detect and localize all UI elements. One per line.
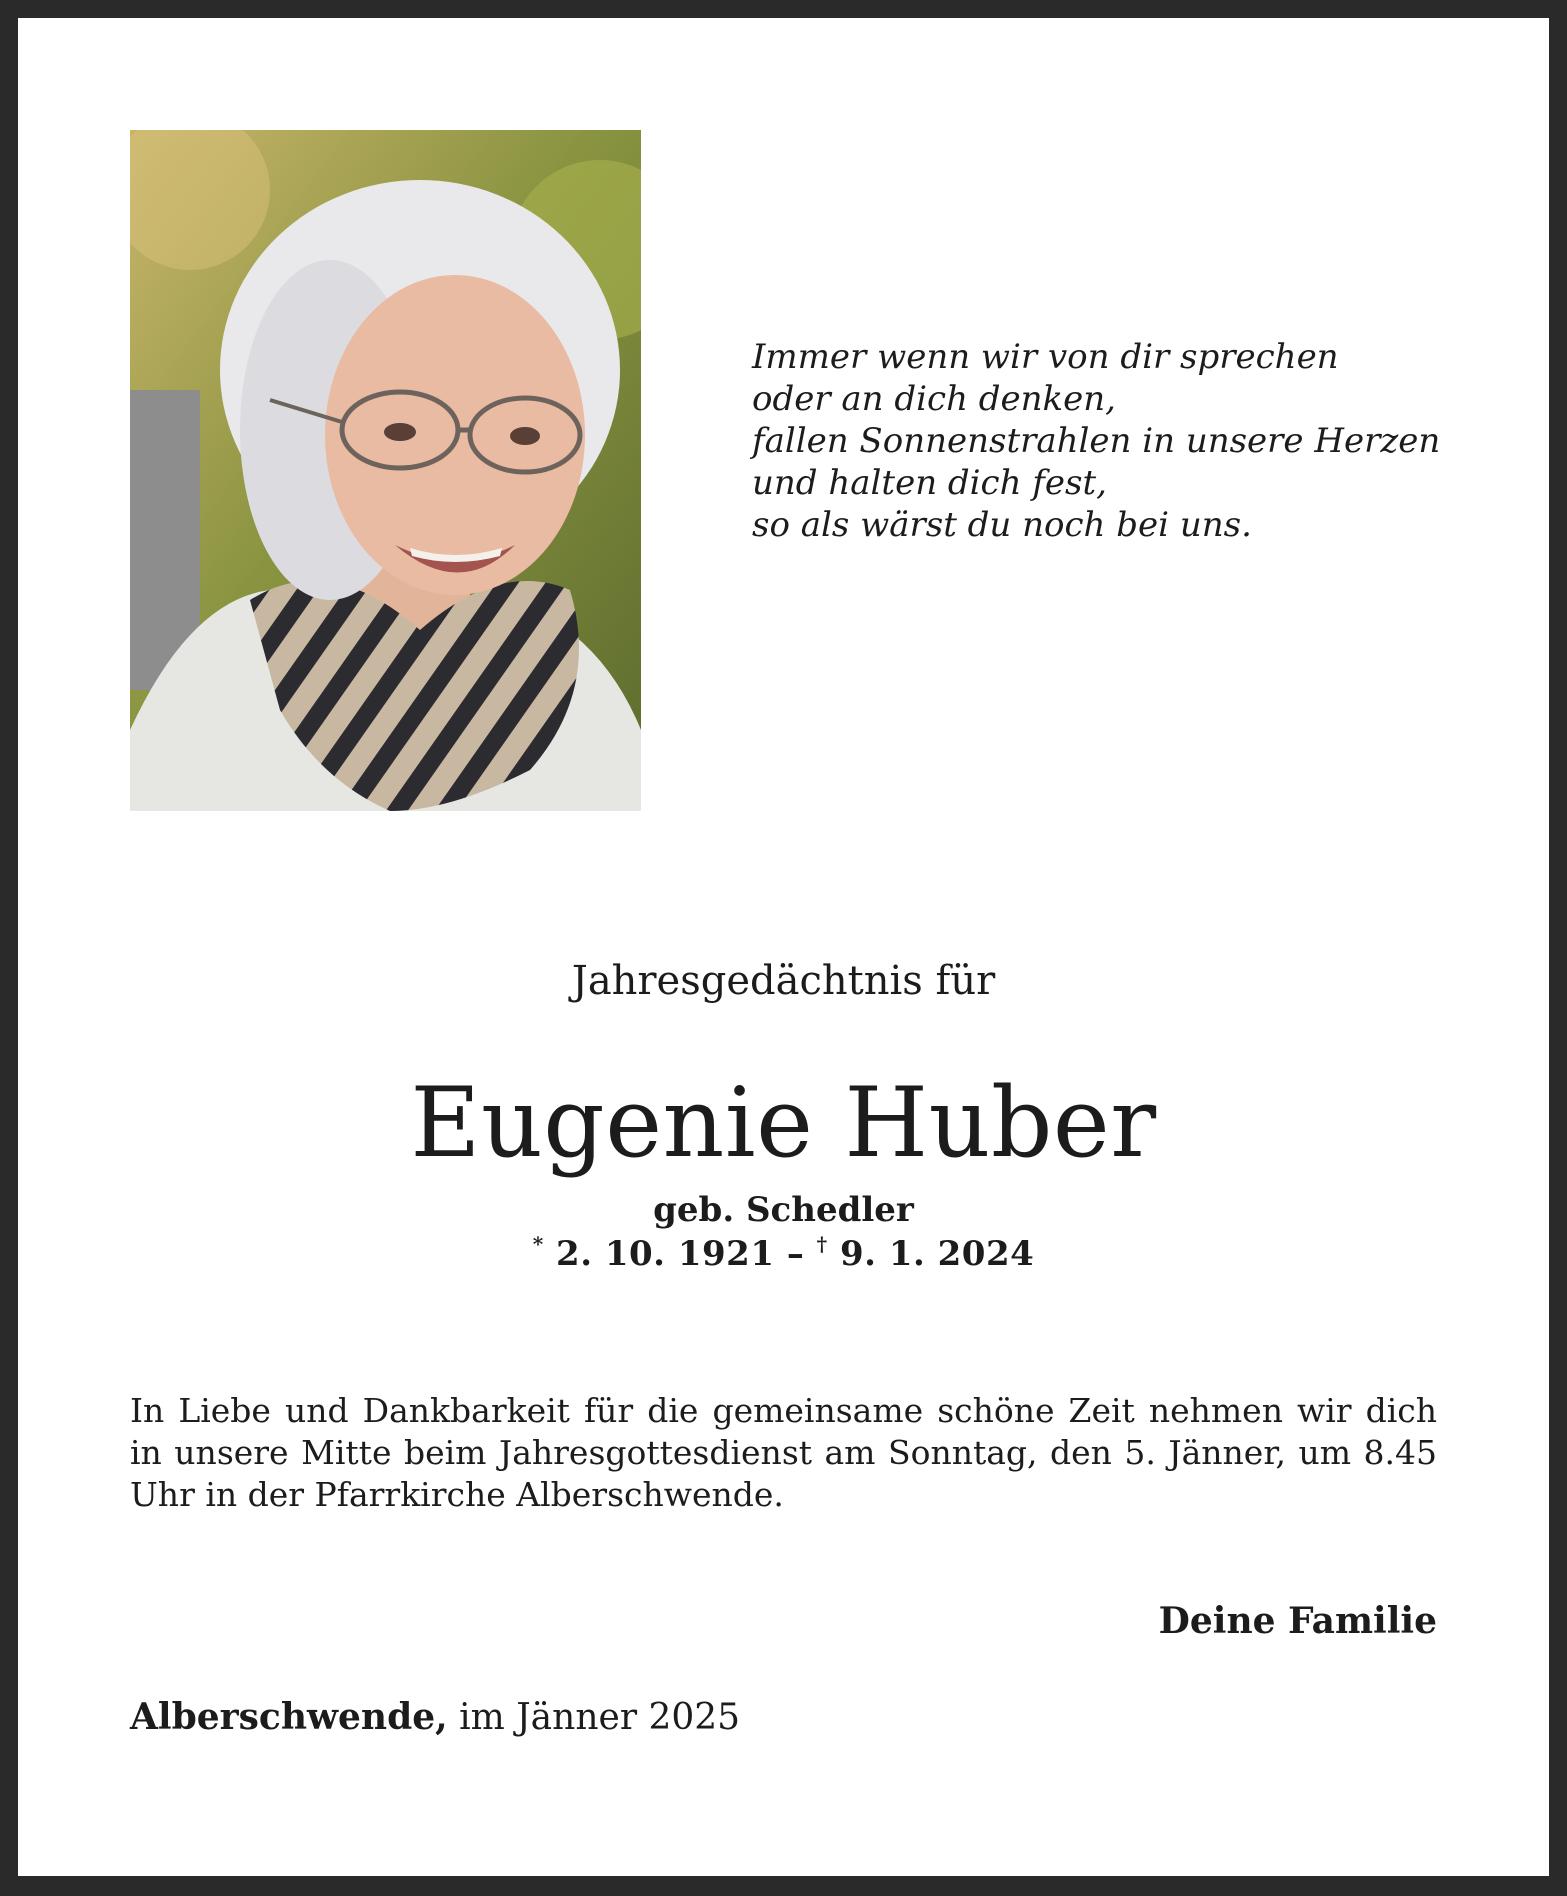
death-symbol: † [816, 1232, 828, 1256]
notice-date: im Jänner 2025 [459, 1697, 741, 1738]
birth-symbol: * [532, 1232, 544, 1256]
memorial-intro: Jahresgedächtnis für [571, 958, 996, 1004]
poem-line: oder an dich denken, [752, 379, 1116, 419]
poem-line: und halten dich fest, [752, 463, 1107, 503]
birth-date: 2. 10. 1921 [556, 1234, 775, 1274]
poem-line: fallen Sonnenstrahlen in unsere Herzen [752, 421, 1441, 461]
date-separator: – [786, 1234, 805, 1274]
memorial-poem [752, 336, 1440, 546]
memorial-message: In Liebe und Dankbarkeit für die gemeinsame schöne Zeit nehmen wir dich in unsere Mitte beim Jahresgottesdienst am Sonntag, den 5. Jänner, um 8.45 Uhr in der Pfarrkirche Alberschwende. [130, 1391, 1437, 1514]
maiden-name: geb. Schedler [653, 1190, 914, 1230]
place-and-date [130, 1696, 740, 1738]
portrait-photo [130, 130, 641, 811]
obituary-card [18, 18, 1549, 1876]
poem-line: so als wärst du noch bei uns. [752, 505, 1252, 545]
place-name: Alberschwende, [130, 1696, 448, 1738]
death-date: 9. 1. 2024 [839, 1234, 1035, 1274]
life-dates [18, 1232, 1549, 1274]
poem-line: Immer wenn wir von dir sprechen [752, 337, 1339, 377]
signature: Deine Familie [1158, 1600, 1437, 1642]
deceased-name: Eugenie Huber [410, 1067, 1157, 1179]
